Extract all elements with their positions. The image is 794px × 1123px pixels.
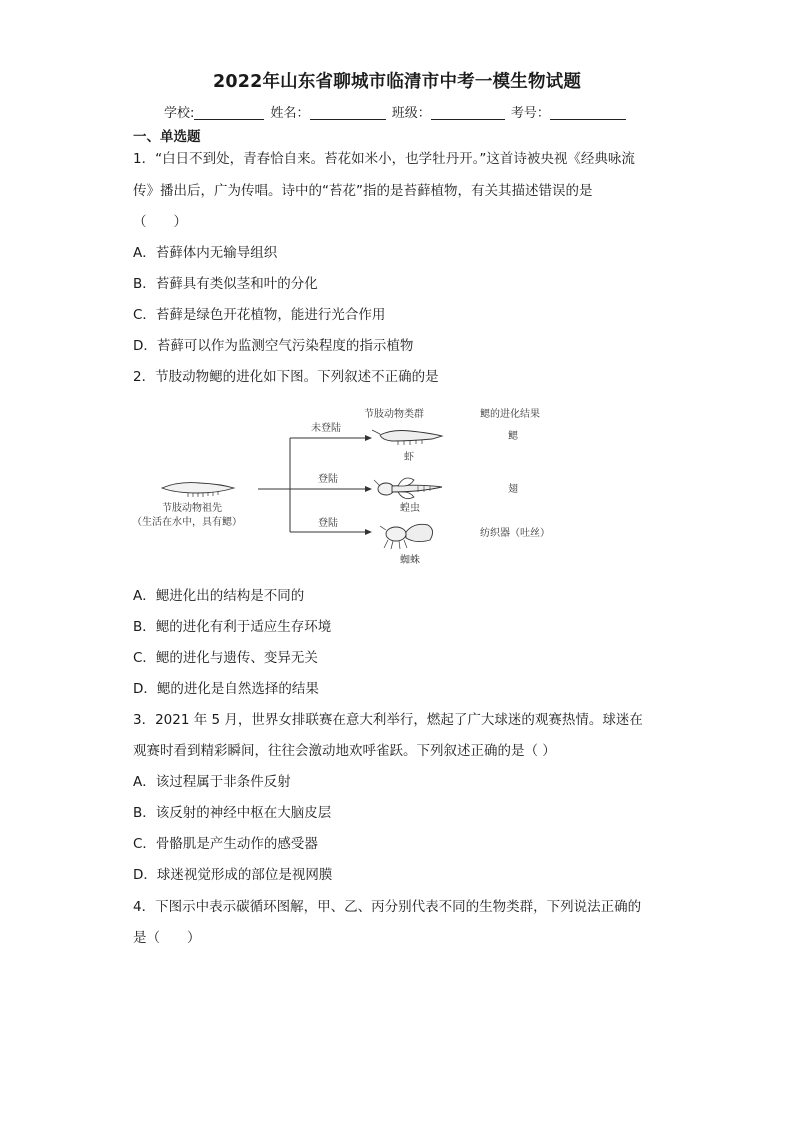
q2-option-a: A．鳃进化出的结构是不同的 [133, 588, 305, 604]
q3-option-c: C．骨骼肌是产生动作的感受器 [133, 836, 318, 852]
header-arthropod-group: 节肢动物类群 [364, 409, 424, 420]
q2-option-d: D．鳃的进化是自然选择的结果 [133, 681, 319, 697]
branch-label-landed-1: 登陆 [318, 474, 338, 485]
q2-option-c: C．鳃的进化与遗传、变异无关 [133, 650, 318, 666]
page-title: 2022年山东省聊城市临清市中考一模生物试题 [212, 72, 582, 92]
q1-option-c: C．苔藓是绿色开花植物，能进行光合作用 [133, 307, 386, 323]
section-title: 一、单选题 [133, 129, 201, 145]
q2-stem: 2．节肢动物鳃的进化如下图。下列叙述不正确的是 [133, 369, 439, 385]
shrimp-icon [372, 430, 442, 445]
name-blank [310, 105, 386, 120]
header-gill-result: 鳃的进化结果 [480, 409, 540, 420]
locust-icon [374, 478, 442, 499]
q1-option-d: D．苔藓可以作为监测空气污染程度的指示植物 [133, 338, 414, 354]
class-label: 班级： [391, 106, 431, 121]
q1-option-b: B．苔藓具有类似茎和叶的分化 [133, 276, 318, 292]
gill-evolution-diagram [130, 398, 570, 573]
student-info-row [164, 102, 628, 121]
class-blank [431, 105, 505, 120]
branch-lines [258, 438, 366, 532]
branch-arrowheads [365, 435, 372, 535]
q1-answer-paren: （ ） [133, 214, 187, 230]
animal-spider: 蜘蛛 [400, 555, 420, 566]
result-spinneret: 纺织器（吐丝） [480, 528, 550, 539]
spider-icon [380, 524, 433, 549]
branch-label-not-landed: 未登陆 [311, 423, 341, 434]
name-label: 姓名： [270, 106, 310, 121]
ancestor-label: 节肢动物祖先 [162, 503, 222, 514]
animal-locust: 蝗虫 [400, 503, 420, 514]
q3-option-a: A．该过程属于非条件反射 [133, 774, 291, 790]
q2-option-b: B．鳃的进化有利于适应生存环境 [133, 619, 332, 635]
q1-stem-line1: 1．“白日不到处，青春恰自来。苔花如米小，也学牡丹开。”这首诗被央视《经典咏流 [133, 151, 635, 167]
branch-label-landed-2: 登陆 [318, 518, 338, 529]
q3-stem-line2: 观赛时看到精彩瞬间，往往会激动地欢呼雀跃。下列叙述正确的是（ ） [133, 743, 556, 759]
q3-option-b: B．该反射的神经中枢在大脑皮层 [133, 805, 332, 821]
q3-option-d: D．球迷视觉形成的部位是视网膜 [133, 867, 333, 883]
exam-number-blank [550, 105, 626, 120]
q3-stem-line1: 3．2021 年 5 月，世界女排联赛在意大利举行，燃起了广大球迷的观赛热情。球迷在 [133, 712, 643, 728]
school-label: 学校: [164, 106, 195, 121]
q4-stem-line1: 4．下图示中表示碳循环图解，甲、乙、丙分别代表不同的生物类群，下列说法正确的 [133, 899, 642, 915]
ancestor-icon [162, 483, 234, 497]
q1-option-a: A．苔藓体内无输导组织 [133, 245, 278, 261]
exam-number-label: 考号： [510, 106, 550, 121]
school-blank [194, 105, 264, 120]
ancestor-note: （生活在水中，具有鳃） [132, 517, 242, 528]
animal-shrimp: 虾 [404, 452, 414, 463]
q4-stem-line2: 是（ ） [133, 930, 201, 946]
q1-stem-line2: 传》播出后，广为传唱。诗中的“苔花”指的是苔藓植物，有关其描述错误的是 [133, 183, 593, 199]
result-wing: 翅 [508, 484, 518, 495]
result-gill: 鳃 [508, 431, 518, 442]
